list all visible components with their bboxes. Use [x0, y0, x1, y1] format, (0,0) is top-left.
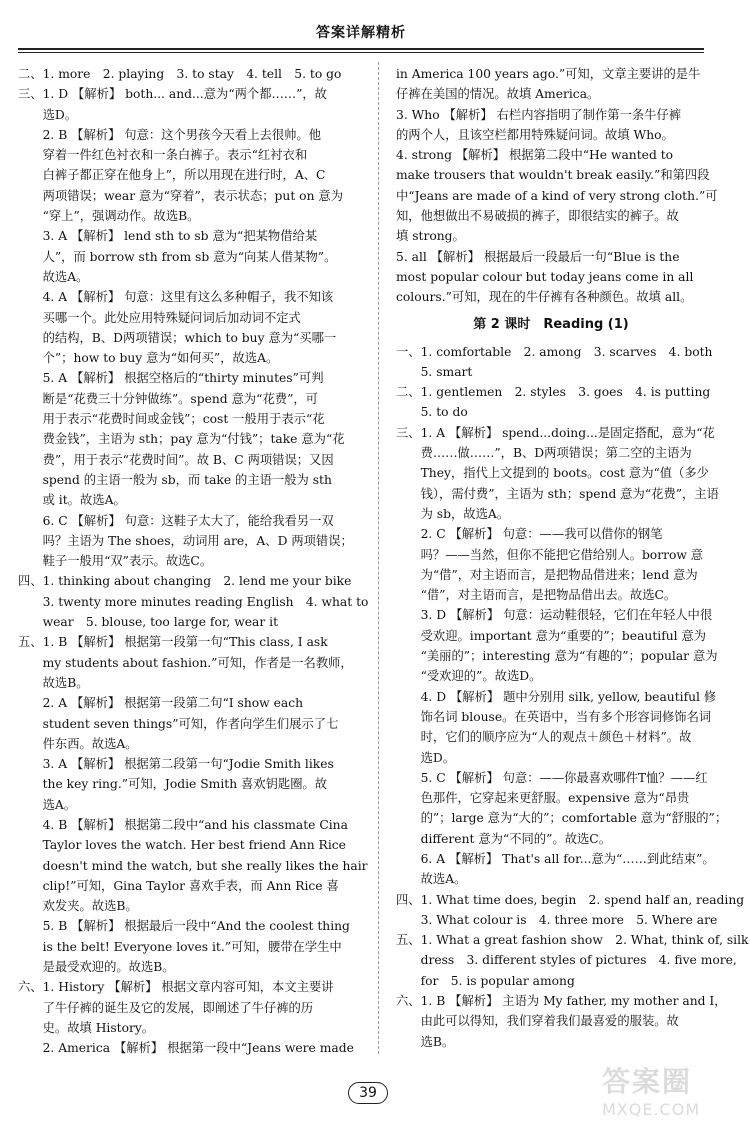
- answer-line: 5. smart: [396, 364, 473, 379]
- answer-line: 钱），需付费”，主语为 sth；spend 意为“花费”，主语: [396, 486, 719, 501]
- answer-line: doesn't mind the watch, but she really likes the hair: [18, 858, 368, 873]
- answer-line: 买哪一个。此处应用特殊疑问词后加动词不定式: [18, 310, 301, 325]
- header-rule-thin: [18, 52, 704, 53]
- answer-line: make trousers that wouldn't break easily.”和第四段: [396, 168, 710, 183]
- answer-line: 由此可以得知，我们穿着我们最喜爱的服装。故: [396, 1014, 679, 1029]
- answer-line: 饰名词 blouse。在英语中，当有多个形容词修饰名词: [396, 709, 712, 724]
- answer-line: 选B。: [396, 1034, 455, 1049]
- answer-line: 5. B 【解析】 根据最后一段中“And the coolest thing: [18, 919, 350, 934]
- answer-line: 故选A。: [18, 269, 89, 284]
- answer-line: 是最受欢迎的。故选B。: [18, 960, 175, 975]
- column-divider: [378, 62, 379, 1054]
- answer-line: 知，他想做出不易破损的裤子，即很结实的裤子。故: [396, 209, 679, 224]
- answer-line: in America 100 years ago.”可知，文章主要讲的是牛: [396, 67, 701, 81]
- right-column-part-b: [396, 342, 749, 1052]
- answer-line: different 意为“不同的”。故选C。: [396, 831, 611, 846]
- watermark-text: 答案圈: [602, 1065, 693, 1098]
- answer-line: 史。故填 History。: [18, 1020, 155, 1035]
- answer-line: 2. B 【解析】 句意：这个男孩今天看上去很帅。他: [18, 127, 322, 142]
- answer-line: 5. C 【解析】 句意：——你最喜欢哪件T恤？——红: [396, 770, 708, 785]
- answer-line: 为“借”，对主语而言，是把物品借进来；lend 意为: [396, 567, 698, 582]
- answer-line: 4. D 【解析】 题中分别用 silk, yellow, beautiful 修: [396, 689, 717, 704]
- watermark-logo: [602, 1060, 742, 1124]
- answer-line: “美丽的”；interesting 意为“有趣的”；popular 意为: [396, 649, 718, 664]
- answer-line: 白裤子都正穿在他身上”，所以用现在进行时，A、C: [18, 168, 326, 183]
- answer-line: 欢发夹。故选B。: [18, 899, 138, 914]
- answer-line: 断是“花费三十分钟做练”。spend 意为“花费”，可: [18, 391, 318, 406]
- answer-line: 四、1. What time does, begin 2. spend half an, reading: [396, 892, 745, 907]
- answer-line: 时，它们的顺序应为“人的观点＋颜色＋材料”。故: [396, 730, 692, 745]
- answer-line: “穿上”，强调动作。故选B。: [18, 209, 200, 224]
- answer-line: 2. C 【解析】 句意：——我可以借你的钢笔: [396, 527, 663, 542]
- answer-line: 或 it。故选A。: [18, 493, 126, 508]
- answer-line: 了牛仔裤的诞生及它的发展，即阐述了牛仔裤的历: [18, 1000, 314, 1015]
- answer-line: 色那件，它穿起来更舒服。expensive 意为“昂贵: [396, 791, 690, 806]
- answer-line: 选D。: [18, 107, 78, 122]
- answer-line: 中“Jeans are made of a kind of very strong cloth.”可: [396, 188, 718, 203]
- answer-line: 的结构，B、D两项错误；which to buy 意为“买哪一: [18, 330, 337, 345]
- answer-line: 用于表示“花费时间或金钱”；cost 一般用于表示“花: [18, 412, 325, 427]
- answer-line: 4. A 【解析】 句意：这里有这么多种帽子，我不知该: [18, 290, 334, 305]
- answer-line: 个”；how to buy 意为“如何买”，故选A。: [18, 351, 279, 366]
- answer-line: 吗？——当然，但你不能把它借给别人。borrow 意: [396, 547, 704, 562]
- answer-line: “借”，对主语而言，是把物品借出去。故选C。: [396, 588, 677, 603]
- answer-line: 穿着一件红色衬衣和一条白裤子。表示“红衬衣和: [18, 148, 308, 163]
- header-rule-thick: [18, 48, 704, 50]
- answer-line: 两项错误；wear 意为“穿着”，表示状态；put on 意为: [18, 188, 344, 203]
- answer-line: for 5. is popular among: [396, 973, 575, 988]
- answer-line: 的”；large 意为“大的”；comfortable 意为“舒服的”；: [396, 811, 728, 826]
- answer-line: 件东西。故选A。: [18, 736, 138, 751]
- answer-line: 吗？主语为 The shoes，动词用 are，A、D 两项错误；: [18, 533, 353, 548]
- page-number-oval: 39: [348, 1082, 388, 1104]
- answer-line: 费……做……”，B、D两项错误；第二空的主语为: [396, 446, 692, 461]
- answer-line: wear 5. blouse, too large for, wear it: [18, 615, 279, 630]
- header-title: 答案详解精析: [316, 25, 406, 41]
- answer-line: 三、1. A 【解析】 spend...doing...是固定搭配，意为“花: [396, 425, 715, 440]
- answer-line: 5. to do: [396, 405, 468, 420]
- page-header: [18, 22, 704, 52]
- answer-line: colours.”可知，现在的牛仔裤有各种颜色。故填 all。: [396, 290, 693, 305]
- answer-line: 鞋子一般用“双”表示。故选C。: [18, 554, 213, 569]
- answer-line: Taylor loves the watch. Her best friend Ann Rice: [18, 838, 346, 853]
- page-number: [338, 1082, 398, 1106]
- answer-line: my students about fashion.”可知，作者是一名教师，: [18, 655, 353, 670]
- answer-line: 为 sb，故选A。: [396, 506, 510, 521]
- answer-line: 选D。: [396, 750, 456, 765]
- answer-line: dress 3. different styles of pictures 4. five more,: [396, 953, 737, 968]
- answer-line: 二、1. more 2. playing 3. to stay 4. tell 5. to go: [18, 67, 342, 81]
- answer-line: 仔裤在美国的情况。故填 America。: [396, 87, 600, 102]
- answer-line: spend 的主语一般为 sb，而 take 的主语一般为 sth: [18, 472, 332, 487]
- answer-line: 3. Who 【解析】 右栏内容指明了制作第一条牛仔裤: [396, 107, 682, 122]
- answer-line: 二、1. gentlemen 2. styles 3. goes 4. is putting: [396, 385, 711, 400]
- answer-line: most popular colour but today jeans come in all: [396, 269, 694, 284]
- answer-line: 一、1. comfortable 2. among 3. scarves 4. both: [396, 344, 713, 359]
- answer-line: 5. A 【解析】 根据空格后的“thirty minutes”可判: [18, 371, 324, 386]
- right-column-part-a: [396, 64, 718, 308]
- answer-line: 的两个人，且该空栏都用特殊疑问词。故填 Who。: [396, 127, 674, 142]
- answer-line: 6. A 【解析】 That's all for...意为“……到此结束”。: [396, 851, 715, 866]
- answer-line: 选A。: [18, 797, 77, 812]
- answer-line: 2. America 【解析】 根据第一段中“Jeans were made: [18, 1041, 354, 1056]
- answer-line: 受欢迎。important 意为“重要的”；beautiful 意为: [396, 628, 707, 643]
- answer-line: the key ring.”可知，Jodie Smith 喜欢钥匙圈。故: [18, 777, 328, 792]
- answer-line: 费金钱”，主语为 sth；pay 意为“付钱”；take 意为“花: [18, 432, 345, 447]
- answer-line: 3. D 【解析】 句意：运动鞋很轻，它们在年轻人中很: [396, 608, 713, 623]
- answer-line: 费”，用于表示“花费时间”。故 B、C 两项错误；又因: [18, 452, 334, 467]
- answer-line: 三、1. D 【解析】 both... and...意为“两个都……”，故: [18, 87, 327, 102]
- answer-line: 五、1. B 【解析】 根据第一段第一句“This class, I ask: [18, 635, 328, 650]
- answer-line: 六、1. History 【解析】 根据文章内容可知，本文主要讲: [18, 980, 334, 995]
- answer-line: 6. C 【解析】 句意：这鞋子太大了，能给我看另一双: [18, 513, 334, 528]
- answer-line: 六、1. B 【解析】 主语为 My father, my mother and I，: [396, 994, 727, 1009]
- answer-line: “受欢迎的”。故选D。: [396, 669, 542, 684]
- answer-line: 3. A 【解析】 lend sth to sb 意为“把某物借给某: [18, 229, 318, 244]
- section-title: 第 2 课时 Reading (1): [473, 316, 629, 332]
- left-column: [18, 64, 369, 1059]
- answer-line: clip!”可知，Gina Taylor 喜欢手表，而 Ann Rice 喜: [18, 878, 339, 893]
- answer-line: 4. B 【解析】 根据第二段中“and his classmate Cina: [18, 817, 348, 832]
- answer-line: 五、1. What a great fashion show 2. What, think of, silk: [396, 933, 749, 948]
- right-column: [396, 64, 749, 1052]
- answer-line: is the belt! Everyone loves it.”可知，腰带在学生中: [18, 939, 342, 954]
- answer-line: 3. A 【解析】 根据第二段第一句“Jodie Smith likes: [18, 757, 334, 772]
- answer-line: They，指代上文提到的 boots。cost 意为“值（多少: [396, 466, 709, 481]
- answer-line: 5. all 【解析】 根据最后一段最后一句“Blue is the: [396, 249, 680, 264]
- answer-line: 填 strong。: [396, 229, 465, 244]
- answer-line: 故选A。: [396, 872, 467, 887]
- answer-line: 4. strong 【解析】 根据第二段中“He wanted to: [396, 148, 674, 163]
- answer-line: 3. twenty more minutes reading English 4. what to: [18, 594, 369, 609]
- answer-line: 四、1. thinking about changing 2. lend me your bike: [18, 574, 352, 589]
- answer-line: 3. What colour is 4. three more 5. Where are: [396, 912, 718, 927]
- answer-line: 2. A 【解析】 根据第一段第二句“I show each: [18, 696, 304, 711]
- answer-line: 故选B。: [18, 675, 89, 690]
- answer-line: student seven things”可知，作者向学生们展示了七: [18, 716, 339, 731]
- answer-line: 人”，而 borrow sth from sb 意为“向某人借某物”。: [18, 249, 337, 264]
- watermark-url: MXQE.COM: [602, 1100, 701, 1119]
